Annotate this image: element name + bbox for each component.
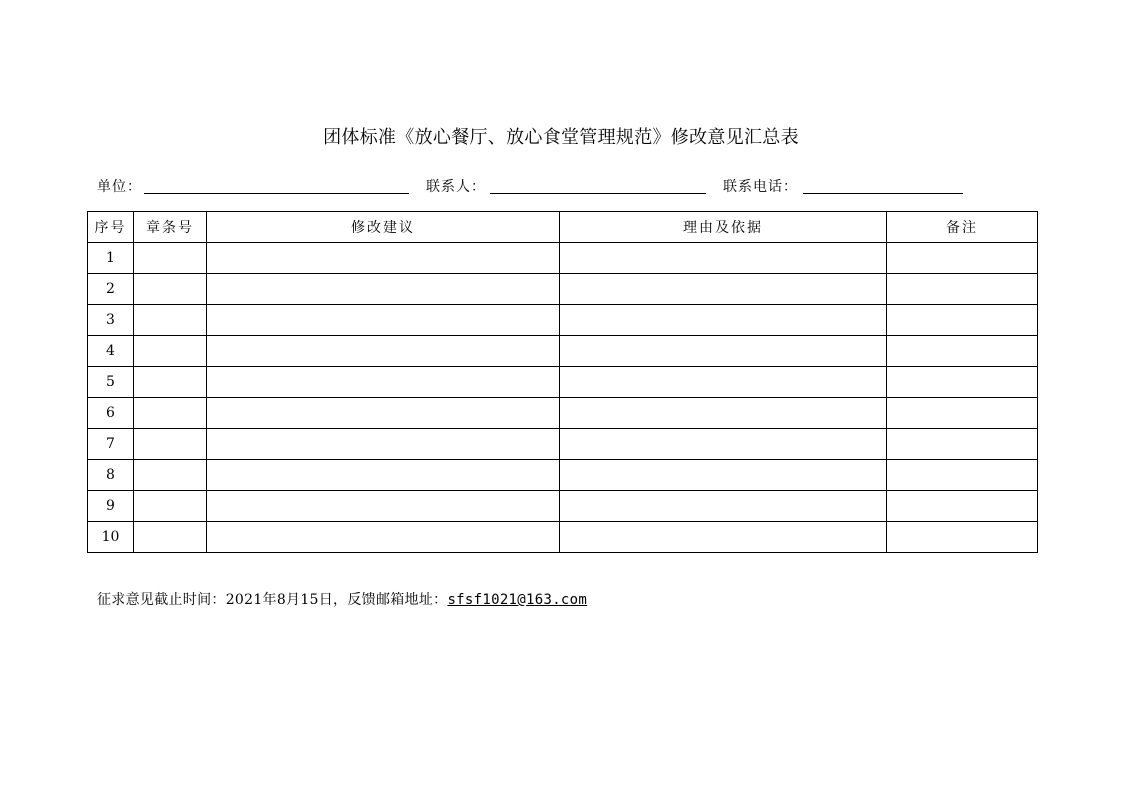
contact-info-row	[0, 174, 1122, 196]
table-row	[88, 367, 1038, 398]
table-row	[88, 243, 1038, 274]
remarks-cell[interactable]	[887, 522, 1038, 553]
remarks-cell[interactable]	[887, 305, 1038, 336]
clause-number-cell[interactable]	[134, 491, 207, 522]
clause-number-cell[interactable]	[134, 460, 207, 491]
header-reason: 理由及依据	[560, 212, 887, 243]
remarks-cell[interactable]	[887, 243, 1038, 274]
suggestion-cell[interactable]	[207, 367, 560, 398]
header-suggestion: 修改建议	[207, 212, 560, 243]
feedback-email-link[interactable]: sfsf1021@163.com	[447, 592, 588, 608]
row-number-cell: 1	[88, 243, 134, 274]
row-number-cell: 9	[88, 491, 134, 522]
header-clause-number: 章条号	[134, 212, 207, 243]
row-number-cell: 4	[88, 336, 134, 367]
header-serial-number: 序号	[88, 212, 134, 243]
clause-number-cell[interactable]	[134, 398, 207, 429]
suggestion-cell[interactable]	[207, 274, 560, 305]
suggestion-cell[interactable]	[207, 522, 560, 553]
suggestion-cell[interactable]	[207, 398, 560, 429]
reason-cell[interactable]	[560, 274, 887, 305]
unit-field[interactable]	[144, 193, 409, 194]
reason-cell[interactable]	[560, 367, 887, 398]
remarks-cell[interactable]	[887, 274, 1038, 305]
header-remarks: 备注	[887, 212, 1038, 243]
reason-cell[interactable]	[560, 522, 887, 553]
remarks-cell[interactable]	[887, 491, 1038, 522]
table-row	[88, 429, 1038, 460]
clause-number-cell[interactable]	[134, 336, 207, 367]
phone-field[interactable]	[803, 193, 963, 194]
table-row	[88, 336, 1038, 367]
reason-cell[interactable]	[560, 491, 887, 522]
table-row	[88, 305, 1038, 336]
suggestion-cell[interactable]	[207, 336, 560, 367]
clause-number-cell[interactable]	[134, 522, 207, 553]
suggestion-cell[interactable]	[207, 243, 560, 274]
table-row	[88, 274, 1038, 305]
table-row	[88, 522, 1038, 553]
table-row	[88, 460, 1038, 491]
table-row	[88, 398, 1038, 429]
contact-label: 联系人：	[426, 179, 486, 195]
clause-number-cell[interactable]	[134, 243, 207, 274]
clause-number-cell[interactable]	[134, 367, 207, 398]
footer-note	[97, 589, 587, 609]
remarks-cell[interactable]	[887, 367, 1038, 398]
reason-cell[interactable]	[560, 460, 887, 491]
feedback-table	[87, 211, 1038, 553]
reason-cell[interactable]	[560, 429, 887, 460]
remarks-cell[interactable]	[887, 429, 1038, 460]
row-number-cell: 10	[88, 522, 134, 553]
row-number-cell: 5	[88, 367, 134, 398]
row-number-cell: 2	[88, 274, 134, 305]
row-number-cell: 7	[88, 429, 134, 460]
reason-cell[interactable]	[560, 305, 887, 336]
unit-label: 单位：	[97, 179, 142, 195]
phone-label: 联系电话：	[723, 179, 798, 195]
suggestion-cell[interactable]	[207, 460, 560, 491]
suggestion-cell[interactable]	[207, 305, 560, 336]
remarks-cell[interactable]	[887, 398, 1038, 429]
remarks-cell[interactable]	[887, 336, 1038, 367]
suggestion-cell[interactable]	[207, 429, 560, 460]
table-header-row	[88, 212, 1038, 243]
row-number-cell: 8	[88, 460, 134, 491]
suggestion-cell[interactable]	[207, 491, 560, 522]
row-number-cell: 3	[88, 305, 134, 336]
clause-number-cell[interactable]	[134, 305, 207, 336]
deadline-text: 征求意见截止时间：2021年8月15日，反馈邮箱地址：	[97, 592, 448, 608]
clause-number-cell[interactable]	[134, 274, 207, 305]
table-row	[88, 491, 1038, 522]
reason-cell[interactable]	[560, 243, 887, 274]
contact-field[interactable]	[490, 193, 706, 194]
row-number-cell: 6	[88, 398, 134, 429]
reason-cell[interactable]	[560, 398, 887, 429]
page-title: 团体标准《放心餐厅、放心食堂管理规范》修改意见汇总表	[323, 127, 799, 148]
clause-number-cell[interactable]	[134, 429, 207, 460]
reason-cell[interactable]	[560, 336, 887, 367]
remarks-cell[interactable]	[887, 460, 1038, 491]
